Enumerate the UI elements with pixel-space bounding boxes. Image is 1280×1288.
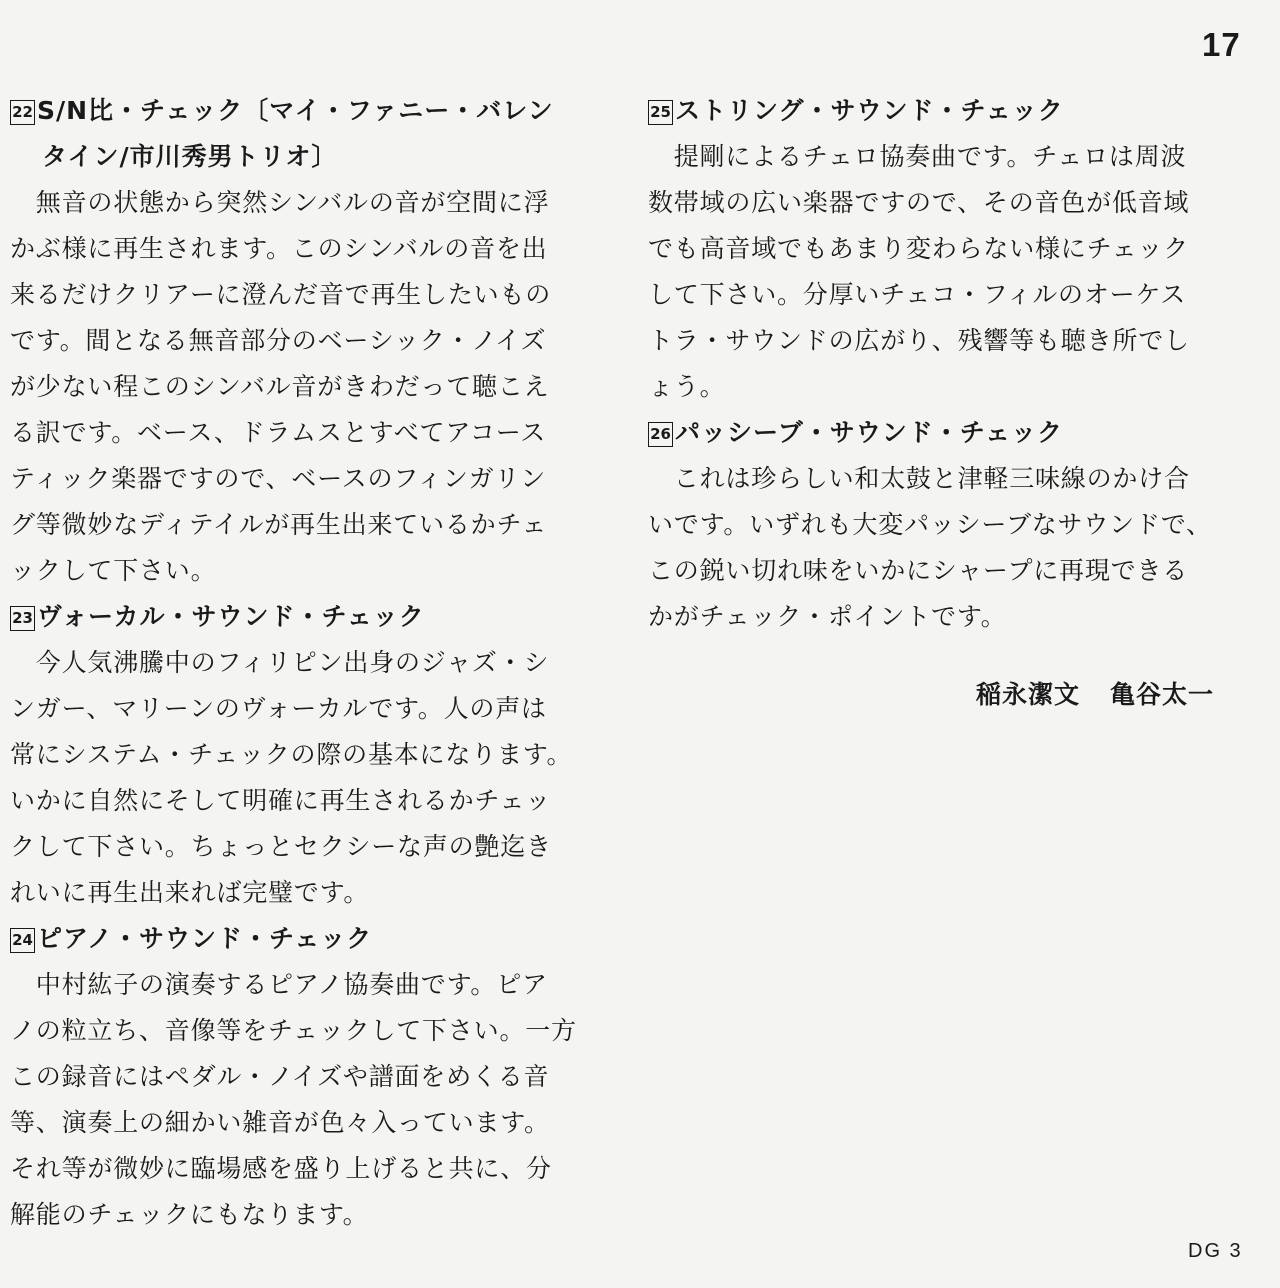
body-line: これは珍らしい和太鼓と津軽三味線のかけ合 — [648, 464, 1190, 493]
footer-code: DG 3 — [1188, 1240, 1243, 1262]
body-line: グ等微妙なディテイルが再生出来ているかチェ — [10, 510, 548, 539]
section-24 — [10, 916, 610, 1238]
track-number-badge: 23 — [10, 606, 35, 631]
section-23 — [10, 594, 610, 916]
track-number-badge: 26 — [648, 422, 673, 447]
body-line: いです。いずれも大変パッシーブなサウンドで、 — [648, 510, 1212, 539]
body-line: ティック楽器ですので、ベースのフィンガリン — [10, 464, 547, 493]
body-line: この鋭い切れ味をいかにシャープに再現できる — [648, 556, 1189, 585]
body-line: 数帯域の広い楽器ですので、その音色が低音域 — [648, 188, 1190, 217]
body-line: が少ない程このシンバル音がきわだって聴こえ — [10, 372, 550, 401]
track-number-badge: 25 — [648, 100, 673, 125]
body-line: 今人気沸騰中のフィリピン出身のジャズ・シ — [10, 648, 550, 677]
body-line: 提剛によるチェロ協奏曲です。チェロは周波 — [648, 142, 1187, 171]
body-line: 常にシステム・チェックの際の基本になります。 — [10, 740, 573, 769]
section-heading — [648, 410, 1248, 456]
body-line: トラ・サウンドの広がり、残響等も聴き所でし — [648, 326, 1190, 355]
right-column — [648, 88, 1248, 640]
page-number: 17 — [1202, 26, 1241, 63]
body-line: クして下さい。ちょっとセクシーな声の艶迄き — [10, 832, 552, 861]
author-credits — [976, 672, 1214, 718]
body-line: ンガー、マリーンのヴォーカルです。人の声は — [10, 694, 547, 723]
body-line: でも高音域でもあまり変わらない様にチェック — [648, 234, 1190, 263]
body-line: 中村紘子の演奏するピアノ協奏曲です。ピア — [10, 970, 548, 999]
section-title-continued: タイン/市川秀男トリオ〕 — [42, 142, 338, 171]
section-title: ヴォーカル・サウンド・チェック — [37, 602, 425, 631]
body-line: です。間となる無音部分のベーシック・ノイズ — [10, 326, 547, 355]
section-heading — [10, 916, 610, 962]
body-line: 等、演奏上の細かい雑音が色々入っています。 — [10, 1108, 550, 1137]
author-name: 稲永潔文 — [976, 680, 1081, 709]
section-heading — [10, 88, 610, 180]
section-26 — [648, 410, 1248, 640]
body-line: れいに再生出来れば完璧です。 — [10, 878, 370, 907]
body-line: 来るだけクリアーに澄んだ音で再生したいもの — [10, 280, 552, 309]
section-title: ピアノ・サウンド・チェック — [37, 924, 373, 953]
section-25 — [648, 88, 1248, 410]
body-line: いかに自然にそして明確に再生されるかチェッ — [10, 786, 552, 815]
track-number-badge: 22 — [10, 100, 35, 125]
left-column — [10, 88, 610, 1238]
body-line: 無音の状態から突然シンバルの音が空間に浮 — [10, 188, 550, 217]
section-title: ストリング・サウンド・チェック — [675, 96, 1064, 125]
body-line: それ等が微妙に臨場感を盛り上げると共に、分 — [10, 1154, 552, 1183]
body-line: して下さい。分厚いチェコ・フィルのオーケス — [648, 280, 1187, 309]
body-line: ノの粒立ち、音像等をチェックして下さい。一方 — [10, 1016, 577, 1045]
section-heading — [10, 594, 610, 640]
body-line: る訳です。ベース、ドラムスとすべてアコース — [10, 418, 547, 447]
body-line: ックして下さい。 — [10, 556, 217, 585]
section-title: S/N比・チェック〔マイ・ファニー・バレン — [37, 96, 554, 125]
section-heading — [648, 88, 1248, 134]
body-line: この録音にはペダル・ノイズや譜面をめくる音 — [10, 1062, 550, 1091]
track-number-badge: 24 — [10, 928, 35, 953]
body-line: ょう。 — [648, 372, 726, 401]
body-line: かがチェック・ポイントです。 — [648, 602, 1007, 631]
body-line: かぶ様に再生されます。このシンバルの音を出 — [10, 234, 548, 263]
body-line: 解能のチェックにもなります。 — [10, 1200, 369, 1229]
author-name: 亀谷太一 — [1110, 680, 1215, 709]
section-22 — [10, 88, 610, 594]
section-title: パッシーブ・サウンド・チェック — [675, 418, 1064, 447]
